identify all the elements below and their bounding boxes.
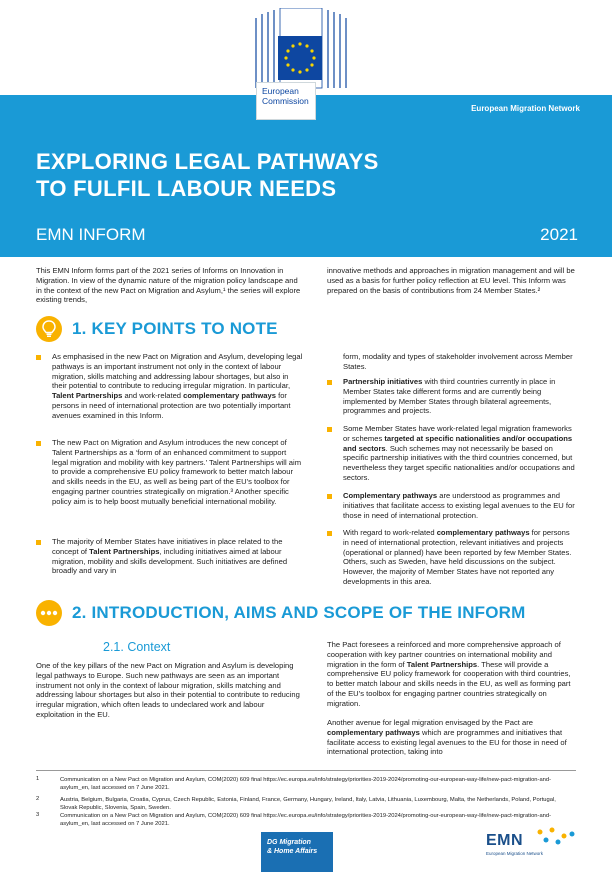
dg-migration-logo (261, 832, 333, 872)
dg-line-1: DG Migration (267, 839, 311, 846)
eu-flag-icon (278, 36, 322, 80)
key-point-4: Partnership initiatives with third countries currently in place in Member States take different forms and are currently being implemented by Member States through bilateral agreements, programmes and projects. (343, 377, 556, 416)
commission-label: European Commission (262, 86, 309, 106)
section-1-title: 1. KEY POINTS TO NOTE (72, 319, 278, 338)
emn-logo: EMN (486, 832, 524, 849)
footnote-divider (36, 770, 576, 771)
key-point-7: With regard to work-related complementary pathways for persons in need of international protection, relevant initiatives and projects (operational or planned) have been reported by few Member States. Others, such as Sweden, have held discussions on the subject. However, the majority of Member States have not reported any developments in this area. (343, 528, 572, 586)
footnote-number: 3 (36, 812, 40, 818)
dg-line-2: & Home Affairs (267, 848, 318, 855)
context-left: One of the key pillars of the new Pact on Migration and Asylum is developing legal pathways to Europe. Such new pathways are seen as an important instrument not only in the context of labour migration, skills matching and addressing labour shortages but also in their potential to contribute to reducing irregular migration, which often leads to undeclared work and labour exploitation in the EU. (36, 661, 300, 719)
bullet-marker (327, 380, 332, 385)
ellipsis-icon (36, 600, 62, 626)
bullet-marker (36, 355, 41, 360)
subsection-title: 2.1. Context (103, 640, 171, 654)
lightbulb-icon (36, 316, 62, 342)
footnote-number: 1 (36, 776, 40, 782)
footnote-text: Communication on a New Pact on Migration and Asylum, COM(2020) 609 final https://ec.europa.eu/info/strategy/priorities-2019-2024/promoting-our-european-way-life/new-pact-migration-and-asylum_en, last accessed on 7 June 2021. (60, 777, 552, 791)
bullet-marker (327, 531, 332, 536)
emn-subtitle: European Migration Network (486, 851, 544, 856)
emn-stars-icon (530, 826, 580, 850)
intro-left: This EMN Inform forms part of the 2021 series of Informs on Innovation in Migration. In view of the dynamic nature of the migration policy landscape and in the context of the new Pact on Migration and Asylum,¹ the series will explore existing trends, (36, 266, 301, 305)
bullet-marker (327, 427, 332, 432)
bullet-marker (36, 540, 41, 545)
section-1-heading (36, 316, 278, 342)
intro-right: innovative methods and approaches in migration management and will be used as a basis for further policy reflection at EU level. This Inform was prepared on the basis of contributions from 24 Member States.² (327, 266, 575, 295)
network-label: European Migration Network (471, 104, 580, 113)
year-label: 2021 (540, 225, 578, 244)
bullet-marker (327, 494, 332, 499)
section-2-title: 2. INTRODUCTION, AIMS AND SCOPE OF THE INFORM (72, 603, 526, 622)
key-point-6: Complementary pathways are understood as programmes and initiatives that facilitate access to existing legal avenues to the EU for those in need of international protection. (343, 491, 575, 520)
key-point-3: The majority of Member States have initiatives in place related to the concept of Talent Partnerships, including initiatives aimed at labour migration, mobility and skills development. Such initiatives are defined broadly and vary in (52, 537, 288, 576)
title-line-1: EXPLORING LEGAL PATHWAYS (36, 149, 379, 174)
inform-label: EMN INFORM (36, 225, 146, 244)
key-point-1: As emphasised in the new Pact on Migration and Asylum, developing legal pathways is an important instrument not only in the context of labour migration, skills matching and addressing labour shortages, but also in their potential to contribute to reducing irregular migration. In particular, Talent Partnerships and work-related complementary pathways for persons in need of international protection are two potentially important avenues examined in this Inform. (52, 352, 303, 420)
title-line-2: TO FULFIL LABOUR NEEDS (36, 176, 337, 201)
key-point-3-continued: form, modality and types of stakeholder involvement across Member States. (343, 352, 573, 371)
key-point-5: Some Member States have work-related legal migration frameworks or schemes targeted at specific nationalities and/or occupations and sectors. Such schemes may not necessarily be based on specific partnership initiatives with the third countries concerned, but nevertheless they target specific nationalities and/or occupations and sectors. (343, 424, 575, 482)
page-title (36, 148, 379, 202)
key-point-2: The new Pact on Migration and Asylum introduces the new concept of Talent Partnerships as a ‘form of an enhanced commitment to support legal migration and mobility with key partners.’ Talent Partnerships will aim to provide a comprehensive EU policy framework to better match labour and skills needs in the EU, as well as being part of the EU’s toolbox for engaging partner countries strategically on migration.³ Another specific policy aim is to help boost mutually beneficial international mobility. (52, 438, 302, 506)
footnote-text: Austria, Belgium, Bulgaria, Croatia, Cyprus, Czech Republic, Estonia, Finland, France, Germany, Hungary, Ireland, Italy, Latvia, Lithuania, Luxembourg, Malta, the Netherlands, Poland, Portugal, Slovak Republic, Slovenia, Spain, Sweden. (60, 797, 556, 811)
section-2-heading (36, 600, 526, 626)
bullet-marker (36, 441, 41, 446)
context-right-2: Another avenue for legal migration envisaged by the Pact are complementary pathways which are programmes and initiatives that facilitate access to existing legal avenues to the EU for those in need of international protection, taking into (327, 718, 567, 757)
footnote-number: 2 (36, 796, 40, 802)
footnote-text: Communication on a New Pact on Migration and Asylum, COM(2020) 609 final https://ec.europa.eu/info/strategy/priorities-2019-2024/promoting-our-european-way-life/new-pact-migration-and-asylum_en, last accessed on 7 June 2021. (60, 813, 552, 827)
context-right-1: The Pact foresees a reinforced and more comprehensive approach of cooperation with key partner countries on international mobility and migration in the form of Talent Partnerships. These will provide a comprehensive EU policy framework for cooperation with third countries, to better match labour and skills needs in the EU, as well as forming part of the EU’s toolbox for engaging partner countries strategically on migration. (327, 640, 571, 708)
